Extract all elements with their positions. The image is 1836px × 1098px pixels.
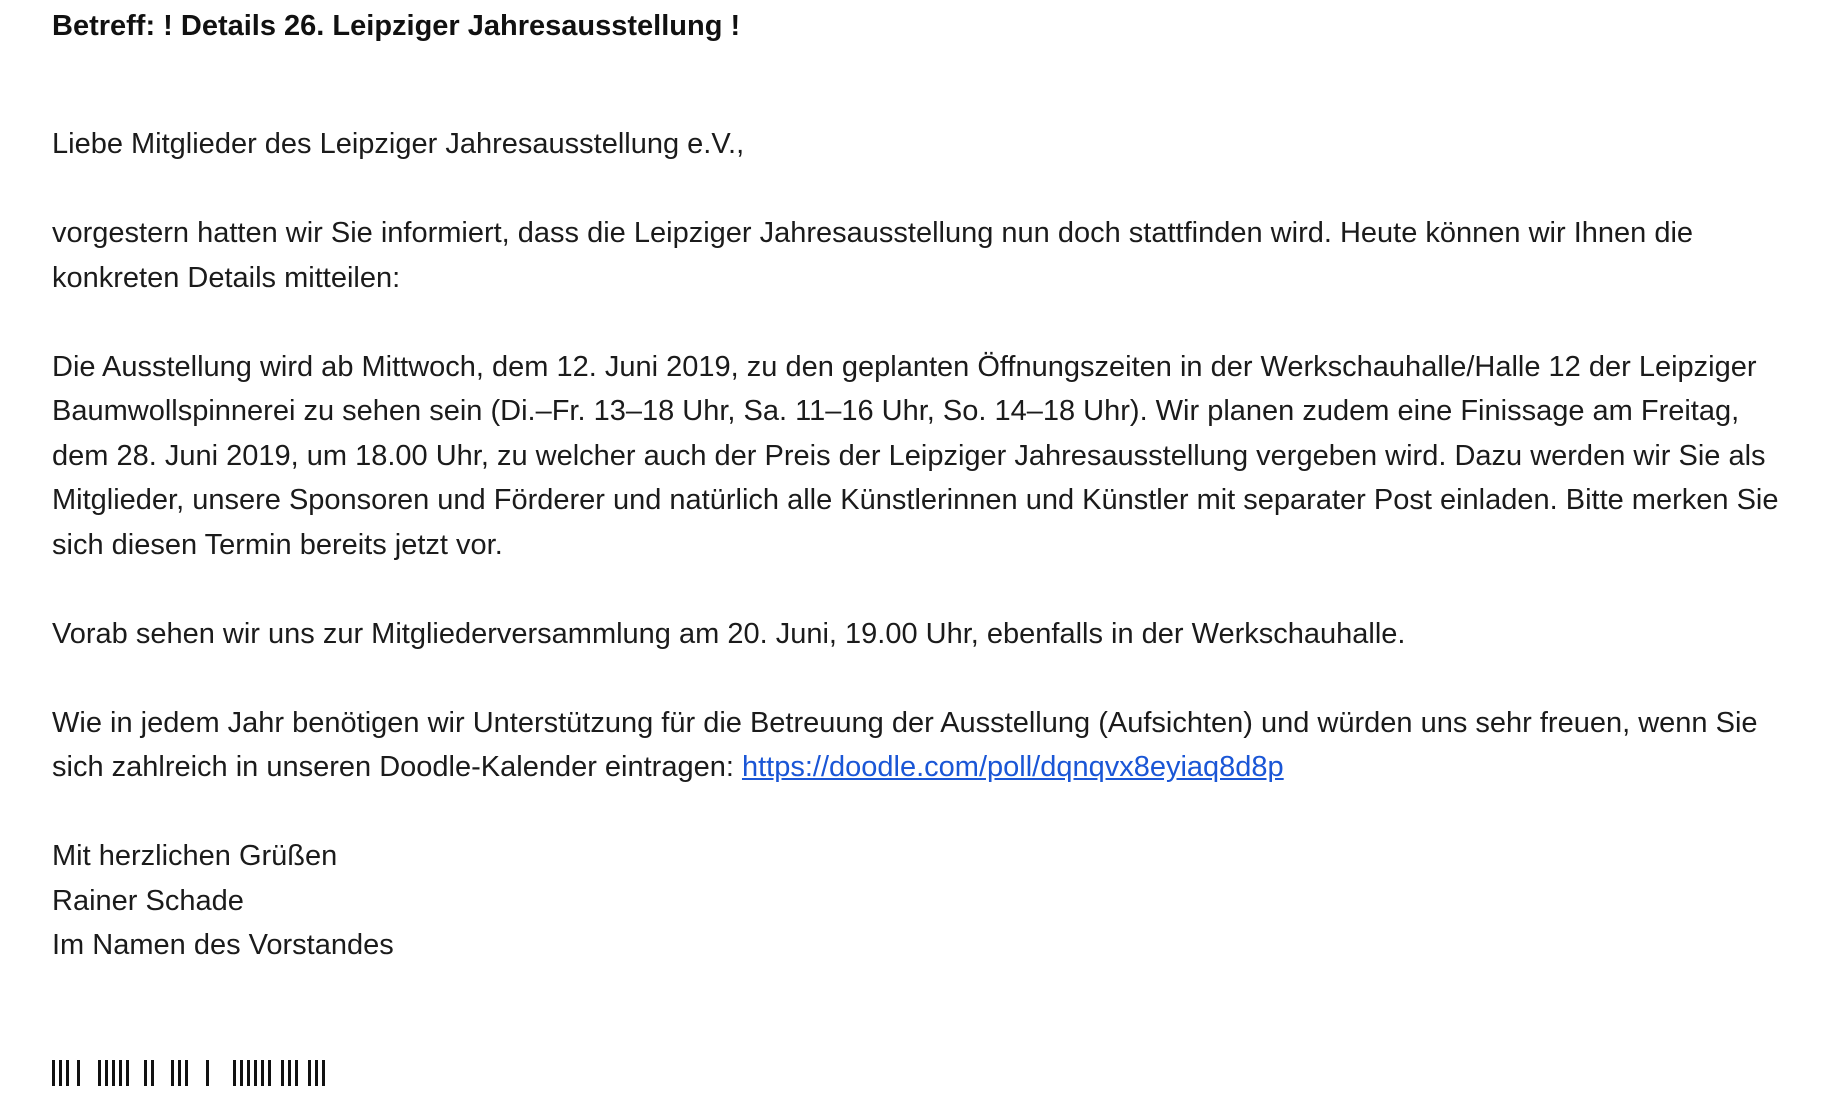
email-subject: Betreff: ! Details 26. Leipziger Jahresausstellung ! <box>52 10 741 42</box>
paragraph-doodle-request <box>52 701 1792 790</box>
paragraph-exhibition-details: Die Ausstellung wird ab Mittwoch, dem 12. Juni 2019, zu den geplanten Öffnungszeiten in der Werkschauhalle/Halle 12 der Leipziger Baumwollspinnerei zu sehen sein (Di.–Fr. 13–18 Uhr, Sa. 11–16 Uhr, So. 14–18 Uhr). Wir planen zudem eine Finissage am Freitag, dem 28. Juni 2019, um 18.00 Uhr, zu welcher auch der Preis der Leipziger Jahresausstellung vergeben wird. Dazu werden wir Sie als Mitglieder, unsere Sponsoren und Förderer und natürlich alle Künstlerinnen und Künstler mit separater Post einladen. Bitte merken Sie sich diesen Termin bereits jetzt vor. <box>52 350 1779 561</box>
doodle-poll-link[interactable]: https://doodle.com/poll/dqnqvx8eyiaq8d8p <box>741 751 1284 783</box>
barcode-graphic <box>52 1058 392 1088</box>
signer-name: Rainer Schade <box>52 884 244 917</box>
signature-block <box>52 834 1792 968</box>
paragraph-announcement: vorgestern hatten wir Sie informiert, dass die Leipziger Jahresausstellung nun doch stattfinden wird. Heute können wir Ihnen die konkreten Details mitteilen: <box>52 217 1694 294</box>
doodle-request-text: Wie in jedem Jahr benötigen wir Unterstützung für die Betreuung der Ausstellung (Aufsichten) und würden uns sehr freuen, wenn Sie sich zahlreich in unseren Doodle-Kalender eintragen: <box>52 706 1758 783</box>
email-body <box>52 122 1792 968</box>
paragraph-member-meeting: Vorab sehen wir uns zur Mitgliederversammlung am 20. Juni, 19.00 Uhr, ebenfalls in der Werkschauhalle. <box>52 617 1406 650</box>
signer-role: Im Namen des Vorstandes <box>52 929 394 961</box>
closing-greeting: Mit herzlichen Grüßen <box>52 840 338 872</box>
greeting: Liebe Mitglieder des Leipziger Jahresausstellung e.V., <box>52 128 745 160</box>
